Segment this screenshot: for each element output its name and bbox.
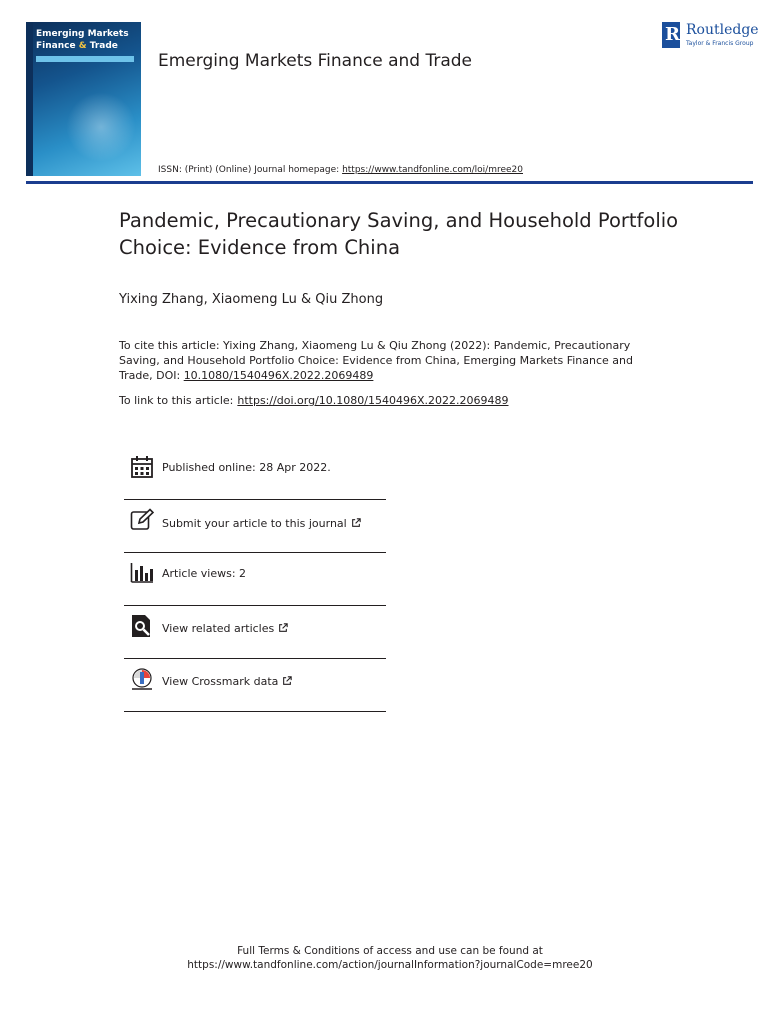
crossmark-link[interactable] [124, 668, 386, 696]
cover-graphic [66, 92, 136, 162]
external-link-icon [278, 623, 288, 633]
cover-title-line1: Emerging Markets [36, 29, 129, 39]
article-views-text: Article views: 2 [162, 567, 247, 580]
issn-line [158, 165, 523, 175]
submit-article-text [162, 517, 361, 530]
info-divider [124, 552, 386, 553]
citation-block [119, 338, 649, 383]
crossmark-icon [130, 668, 154, 692]
info-divider [124, 658, 386, 659]
article-link-block [119, 394, 509, 407]
article-title: Pandemic, Precautionary Saving, and Household Portfolio Choice: Evidence from China [119, 209, 679, 259]
publisher-name: Routledge [686, 22, 759, 38]
article-authors: Yixing Zhang, Xiaomeng Lu & Qiu Zhong [119, 292, 384, 307]
cover-band [36, 56, 134, 62]
cover-title-line2 [36, 40, 129, 52]
bar-chart-icon [130, 562, 154, 586]
article-doi-link[interactable]: https://doi.org/10.1080/1540496X.2022.2069489 [237, 394, 509, 407]
header-divider [26, 181, 753, 184]
issn-text: ISSN: (Print) (Online) Journal homepage: [158, 165, 343, 175]
related-articles-link[interactable] [124, 614, 386, 640]
journal-name: Emerging Markets Finance and Trade [158, 51, 473, 71]
journal-cover-image [26, 22, 141, 176]
citation-label: To cite this article: [119, 339, 220, 352]
citation-text: Yixing Zhang, Xiaomeng Lu & Qiu Zhong (2022): Pandemic, Precautionary Saving, and Household Portfolio Choice: Evidence from China, Emerging Markets Finance and Trade, DOI: [119, 339, 633, 382]
crossmark-label: View Crossmark data [162, 675, 279, 688]
cover-title-word: Finance [36, 41, 79, 51]
search-document-icon [130, 614, 154, 638]
footer-terms [0, 944, 780, 972]
published-online-item [124, 455, 386, 479]
publisher-group: Taylor & Francis Group [686, 40, 754, 47]
external-link-icon [351, 518, 361, 528]
article-views-item [124, 562, 386, 584]
footer-line1: Full Terms & Conditions of access and use can be found at [237, 945, 543, 957]
related-articles-label: View related articles [162, 622, 275, 635]
journal-homepage-link[interactable]: https://www.tandfonline.com/loi/mree20 [342, 165, 523, 175]
info-divider [124, 605, 386, 606]
cover-title-word: Trade [86, 41, 118, 51]
routledge-logo-mark: R [662, 22, 680, 48]
cover-title [36, 28, 129, 52]
article-link-label: To link to this article: [119, 394, 234, 407]
info-divider [124, 499, 386, 500]
submit-article-label: Submit your article to this journal [162, 517, 347, 530]
crossmark-text [162, 675, 292, 688]
published-online-text: Published online: 28 Apr 2022. [162, 461, 331, 474]
cover-title-amp: & [78, 41, 87, 51]
related-articles-text [162, 622, 288, 635]
footer-terms-link[interactable]: https://www.tandfonline.com/action/journalInformation?journalCode=mree20 [187, 959, 593, 971]
edit-icon [130, 508, 154, 532]
external-link-icon [282, 676, 292, 686]
calendar-icon [130, 455, 154, 479]
routledge-logo [662, 22, 762, 50]
info-divider [124, 711, 386, 712]
cover-strip [26, 22, 33, 176]
submit-article-link[interactable] [124, 508, 386, 536]
citation-doi-link[interactable]: 10.1080/1540496X.2022.2069489 [183, 369, 374, 382]
